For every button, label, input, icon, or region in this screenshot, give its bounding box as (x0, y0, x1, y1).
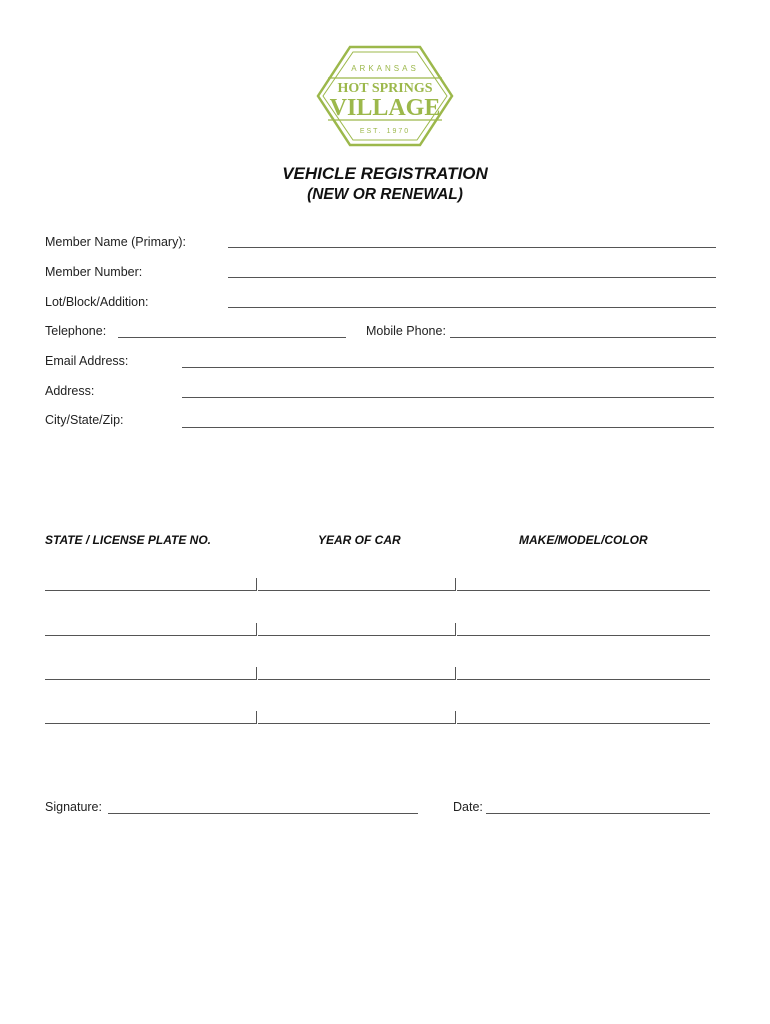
vehicle-row-1-col-3-field[interactable] (457, 590, 710, 591)
vehicle-row-separator (455, 578, 456, 591)
col-header-year: YEAR OF CAR (318, 533, 401, 547)
vehicle-row-separator (256, 667, 257, 680)
hot-springs-village-logo (316, 44, 454, 148)
lot-block-label: Lot/Block/Addition: (45, 295, 149, 309)
vehicle-row-4-col-2-field[interactable] (258, 723, 455, 724)
vehicle-row-4-col-1-field[interactable] (45, 723, 256, 724)
vehicle-row-separator (455, 711, 456, 724)
city-state-zip-field[interactable] (182, 427, 714, 428)
logo-line1: HOT SPRINGS (337, 81, 433, 96)
signature-field[interactable] (108, 813, 418, 814)
vehicle-row-3-col-2-field[interactable] (258, 679, 455, 680)
vehicle-row-separator (455, 623, 456, 636)
col-header-make: MAKE/MODEL/COLOR (519, 533, 648, 547)
mobile-phone-label: Mobile Phone: (366, 324, 446, 338)
member-name-label: Member Name (Primary): (45, 235, 186, 249)
email-label: Email Address: (45, 354, 129, 368)
vehicle-row-4-col-3-field[interactable] (457, 723, 710, 724)
vehicle-row-3-col-1-field[interactable] (45, 679, 256, 680)
telephone-field[interactable] (118, 337, 346, 338)
vehicle-row-1-col-2-field[interactable] (258, 590, 455, 591)
member-name-field[interactable] (228, 247, 716, 248)
city-state-zip-label: City/State/Zip: (45, 413, 124, 427)
telephone-label: Telephone: (45, 324, 107, 338)
vehicle-row-2-col-2-field[interactable] (258, 635, 455, 636)
email-field[interactable] (182, 367, 714, 368)
logo-line2: VILLAGE (329, 95, 441, 121)
date-label: Date: (453, 800, 483, 814)
logo-top-text: ARKANSAS (351, 64, 419, 73)
vehicle-row-2-col-1-field[interactable] (45, 635, 256, 636)
member-number-field[interactable] (228, 277, 716, 278)
vehicle-row-separator (256, 578, 257, 591)
lot-block-field[interactable] (228, 307, 716, 308)
vehicle-row-separator (256, 623, 257, 636)
address-field[interactable] (182, 397, 714, 398)
date-field[interactable] (486, 813, 710, 814)
vehicle-row-separator (256, 711, 257, 724)
form-subtitle: (NEW OR RENEWAL) (307, 186, 463, 203)
logo-bottom-text: EST. 1970 (359, 128, 411, 135)
form-title: VEHICLE REGISTRATION (282, 164, 488, 183)
vehicle-row-1-col-1-field[interactable] (45, 590, 256, 591)
address-label: Address: (45, 384, 95, 398)
member-number-label: Member Number: (45, 265, 143, 279)
signature-label: Signature: (45, 800, 102, 814)
vehicle-row-separator (455, 667, 456, 680)
mobile-phone-field[interactable] (450, 337, 716, 338)
vehicle-row-3-col-3-field[interactable] (457, 679, 710, 680)
col-header-license: STATE / LICENSE PLATE NO. (45, 533, 212, 547)
vehicle-row-2-col-3-field[interactable] (457, 635, 710, 636)
